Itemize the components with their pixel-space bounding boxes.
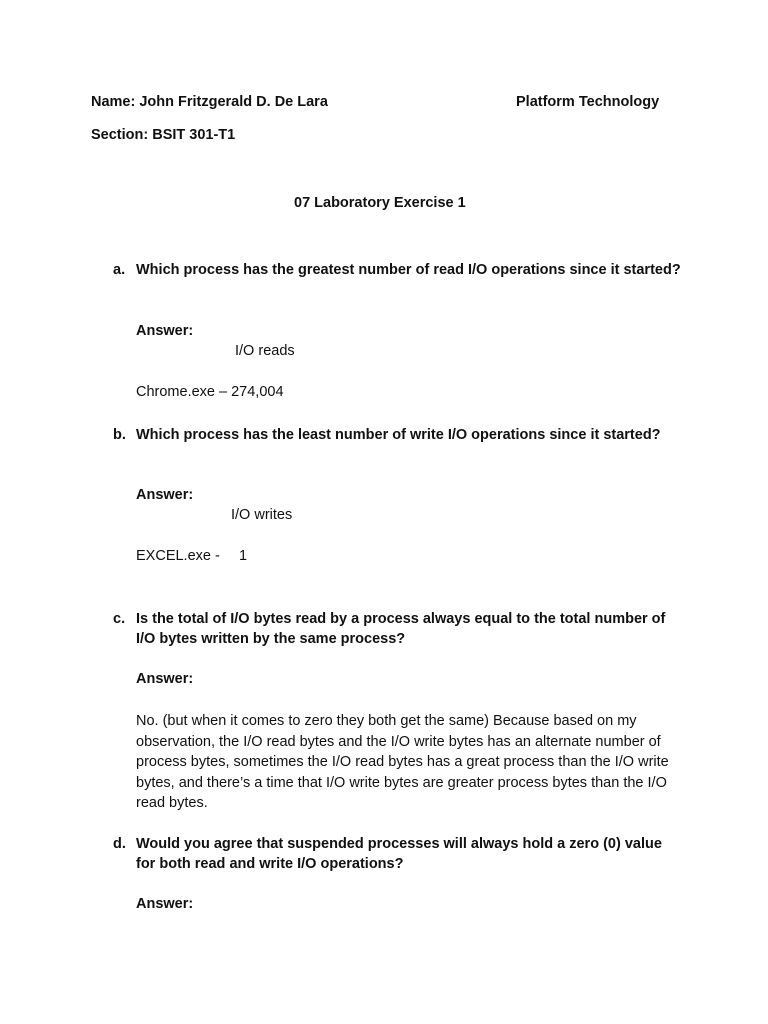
section-line: Section: BSIT 301-T1	[91, 127, 236, 143]
document-title: 07 Laboratory Exercise 1	[294, 195, 466, 211]
question-marker: c.	[113, 611, 126, 627]
question-text: Would you agree that suspended processes will always hold a zero (0) value for both read and write I/O operations?	[136, 836, 662, 872]
answer-text: Chrome.exe – 274,004	[136, 384, 284, 400]
question-c	[113, 609, 683, 649]
answer-label: Answer:	[136, 323, 194, 339]
question-text: Is the total of I/O bytes read by a process always equal to the total number of I/O bytes written by the same process?	[136, 611, 666, 647]
answer-label: Answer:	[136, 671, 194, 687]
question-a	[113, 260, 683, 280]
question-marker: d.	[113, 836, 126, 852]
question-d	[113, 834, 683, 874]
question-b	[113, 425, 683, 445]
column-label: I/O reads	[235, 343, 295, 359]
answer-label: Answer:	[136, 487, 194, 503]
answer-paragraph: No. (but when it comes to zero they both get the same) Because based on my observation, the I/O read bytes and the I/O write bytes has an alternate number of process bytes, sometimes the I/O read bytes has a great process than the I/O write bytes, and there’s a time that I/O write bytes are greater process bytes than the I/O read bytes.	[136, 713, 669, 812]
answer-process-value: 1	[239, 548, 248, 564]
question-text: Which process has the greatest number of read I/O operations since it started?	[136, 262, 681, 278]
question-marker: a.	[113, 262, 126, 278]
answer-label: Answer:	[136, 896, 194, 912]
student-name: Name: John Fritzgerald D. De Lara	[91, 94, 328, 110]
column-label: I/O writes	[231, 507, 293, 523]
course-name: Platform Technology	[516, 94, 660, 110]
question-text: Which process has the least number of write I/O operations since it started?	[136, 427, 661, 443]
answer-process-name: EXCEL.exe -	[136, 548, 220, 564]
question-marker: b.	[113, 427, 126, 443]
